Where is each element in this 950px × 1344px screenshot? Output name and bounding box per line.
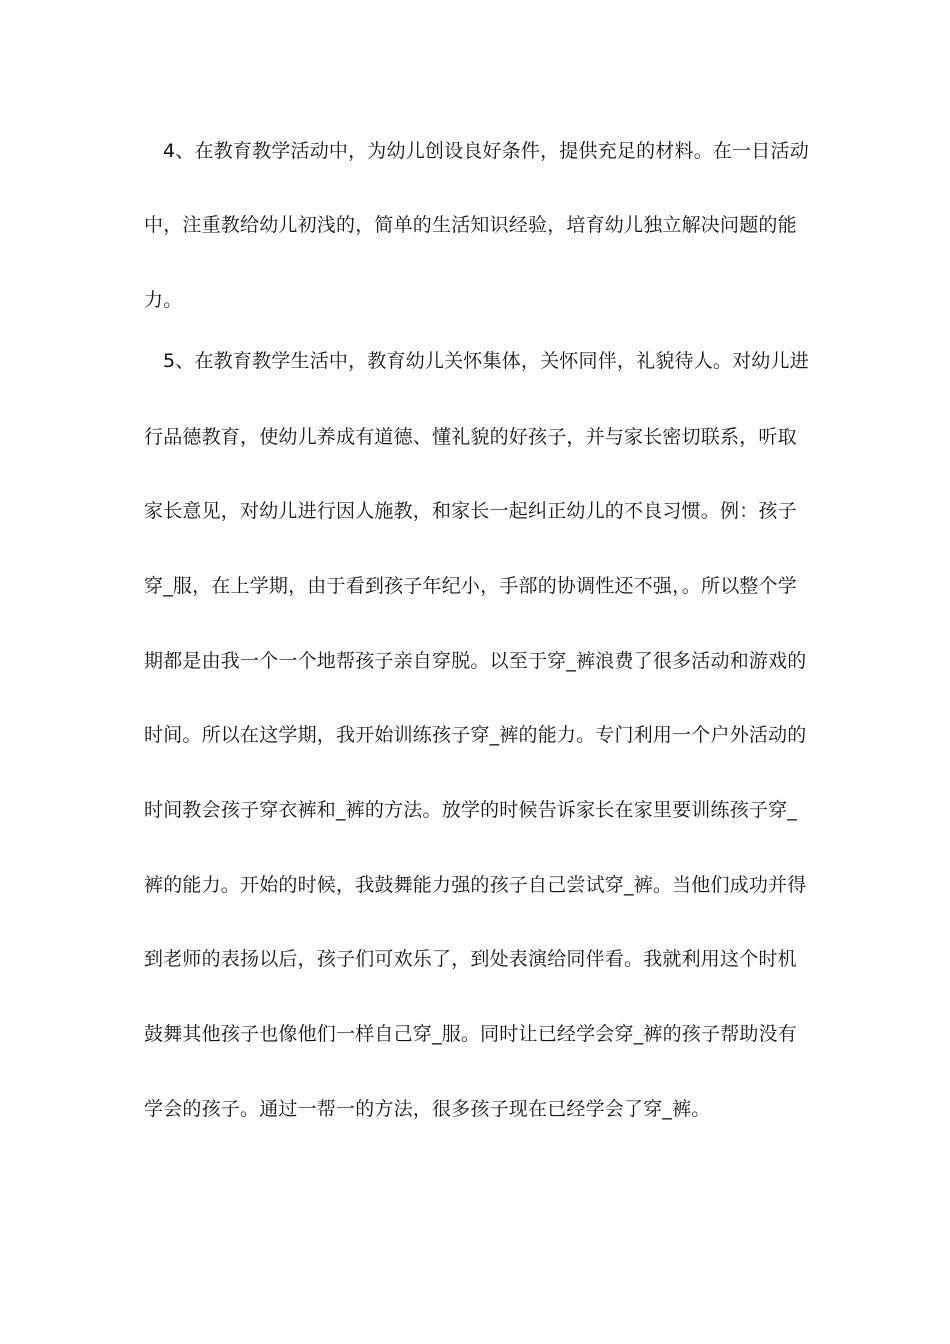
text-line: 时间教会孩子穿衣裤和_裤的方法。放学的时候告诉家长在家里要训练孩子穿_ [144, 799, 798, 821]
text-line: 穿_服，在上学期，由于看到孩子年纪小，手部的协调性还不强，。所以整个学 [144, 575, 798, 597]
text-line: 5、在教育教学生活中，教育幼儿关怀集体，关怀同伴，礼貌待人。对幼儿进 [163, 350, 809, 372]
text-line: 到老师的表扬以后，孩子们可欢乐了，到处表演给同伴看。我就利用这个时机 [144, 948, 797, 970]
text-line: 4、在教育教学活动中，为幼儿创设良好条件，提供充足的材料。在一日活动 [163, 140, 809, 162]
text-line: 力。 [144, 289, 183, 311]
text-line: 行品德教育，使幼儿养成有道德、懂礼貌的好孩子，并与家长密切联系，听取 [144, 426, 797, 448]
text-line: 裤的能力。开始的时候，我鼓舞能力强的孩子自己尝试穿_裤。当他们成功并得 [144, 874, 807, 896]
text-line: 家长意见，对幼儿进行因人施教，和家长一起纠正幼儿的不良习惯。例：孩子 [144, 500, 797, 522]
text-line: 期都是由我一个一个地帮孩子亲自穿脱。以至于穿_裤浪费了很多活动和游戏的 [144, 650, 807, 672]
text-line: 学会的孩子。通过一帮一的方法，很多孩子现在已经学会了穿_裤。 [144, 1098, 711, 1120]
text-line: 中，注重教给幼儿初浅的，简单的生活知识经验，培育幼儿独立解决问题的能 [144, 214, 797, 236]
text-line: 鼓舞其他孩子也像他们一样自己穿_服。同时让已经学会穿_裤的孩子帮助没有 [144, 1023, 798, 1045]
text-line: 时间。所以在这学期，我开始训练孩子穿_裤的能力。专门利用一个户外活动的 [144, 724, 807, 746]
